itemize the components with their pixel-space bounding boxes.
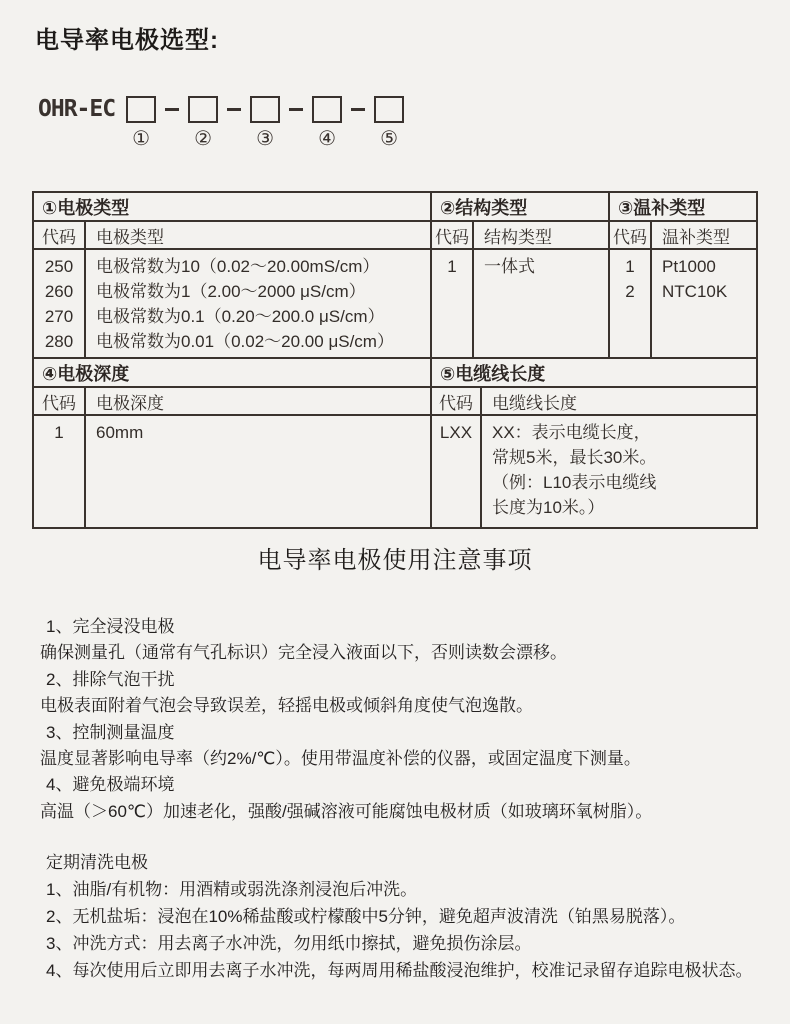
- usage-notes: [0, 614, 790, 825]
- table-subheader: [34, 388, 430, 416]
- column-header-name: 结构类型: [484, 227, 552, 247]
- model-code-box: [374, 96, 404, 123]
- page-title: 电导率电极选型:: [35, 27, 219, 54]
- cleaning-item: 1、油脂/有机物：用酒精或弱洗涤剂浸泡后冲洗。: [46, 880, 418, 900]
- model-prefix: OHR-EC: [38, 96, 116, 122]
- description-column: [86, 250, 430, 357]
- column-header-code: 代码: [610, 222, 652, 248]
- selection-tables: [32, 191, 758, 529]
- code-value: LXX: [439, 423, 473, 442]
- table-structure-type: [432, 191, 610, 359]
- dash-separator: [227, 108, 241, 111]
- note-heading: 4、避免极端环境: [46, 775, 175, 795]
- code-value: 1: [54, 423, 64, 442]
- row-description: 60mm: [96, 423, 144, 442]
- note-body: 确保测量孔（通常有气孔标识）完全浸入液面以下，否则读数会漂移。: [40, 643, 567, 663]
- cable-length-line: （例：L10表示电缆线: [492, 473, 657, 492]
- table-subheader: [432, 388, 756, 416]
- table-body: [610, 250, 756, 357]
- cable-length-line: XX：表示电缆长度，: [492, 423, 651, 442]
- model-code-box: [250, 96, 280, 123]
- model-code-box: [126, 96, 156, 123]
- table-body: [34, 250, 430, 357]
- table-electrode-depth: [32, 359, 432, 529]
- row-description: 电极常数为0.01（0.02～20.00 μS/cm）: [96, 332, 394, 351]
- column-header-name: 电极深度: [96, 393, 164, 413]
- code-value: 2: [625, 282, 635, 301]
- column-header-name: 温补类型: [662, 227, 730, 247]
- note-body: 温度显著影响电导率（约2%/℃）。使用带温度补偿的仪器，或固定温度下测量。: [40, 749, 641, 769]
- model-segment-3: [250, 96, 280, 150]
- column-header-name: 电缆线长度: [492, 393, 577, 413]
- code-value: 1: [447, 257, 457, 276]
- code-value: 280: [44, 332, 74, 351]
- position-label-5: ⑤: [380, 128, 399, 150]
- note-body: 高温（＞60℃）加速老化，强酸/强碱溶液可能腐蚀电极材质（如玻璃环氧树脂）。: [40, 801, 653, 821]
- table-title: ④电极深度: [34, 359, 430, 388]
- table-body: [432, 416, 756, 527]
- row-description: Pt1000: [662, 257, 716, 276]
- table-subheader: [432, 222, 608, 250]
- row-description: NTC10K: [662, 282, 728, 301]
- tables-top-row: [32, 191, 758, 359]
- document-page: [0, 27, 790, 984]
- position-label-3: ③: [256, 128, 275, 150]
- code-value: 1: [625, 257, 635, 276]
- table-temp-compensation-type: [610, 191, 758, 359]
- table-electrode-type: [32, 191, 432, 359]
- cleaning-item: 3、冲洗方式：用去离子水冲洗，勿用纸巾擦拭，避免损伤涂层。: [46, 934, 532, 954]
- code-column: [432, 250, 474, 357]
- table-subheader: [610, 222, 756, 250]
- table-cable-length: [432, 359, 758, 529]
- table-title: ③温补类型: [610, 193, 756, 222]
- model-segment-5: [374, 96, 404, 150]
- position-label-2: ②: [194, 128, 213, 150]
- column-header-code: 代码: [432, 222, 474, 248]
- table-body: [34, 416, 430, 527]
- description-column: [482, 416, 756, 527]
- row-description: 一体式: [484, 257, 535, 276]
- table-title: ②结构类型: [432, 193, 608, 222]
- code-value: 250: [44, 257, 74, 276]
- description-column: [652, 250, 756, 357]
- usage-notes-title: 电导率电极使用注意事项: [257, 547, 533, 574]
- model-segment-4: [312, 96, 342, 150]
- note-body: 电极表面附着气泡会导致误差，轻摇电极或倾斜角度使气泡逸散。: [40, 696, 533, 716]
- table-body: [432, 250, 608, 357]
- model-code-box: [188, 96, 218, 123]
- table-subheader: [34, 222, 430, 250]
- column-header-code: 代码: [34, 388, 86, 414]
- column-header-name: 电极类型: [96, 227, 164, 247]
- row-description: 电极常数为0.1（0.20～200.0 μS/cm）: [96, 307, 385, 326]
- note-heading: 3、控制测量温度: [46, 722, 175, 742]
- row-description: 电极常数为10（0.02～20.00mS/cm）: [96, 257, 380, 276]
- code-column: [610, 250, 652, 357]
- cleaning-title: 定期清洗电极: [46, 853, 148, 873]
- row-description: 电极常数为1（2.00～2000 μS/cm）: [96, 282, 366, 301]
- code-value: 260: [44, 282, 74, 301]
- table-title: ①电极类型: [34, 193, 430, 222]
- tables-bottom-row: [32, 359, 758, 529]
- cleaning-item: 2、无机盐垢：浸泡在10%稀盐酸或柠檬酸中5分钟，避免超声波清洗（铂黑易脱落）。: [46, 907, 686, 927]
- description-column: [86, 416, 430, 527]
- position-label-1: ①: [132, 128, 151, 150]
- code-column: [34, 250, 86, 357]
- code-column: [34, 416, 86, 527]
- position-label-4: ④: [318, 128, 337, 150]
- dash-separator: [351, 108, 365, 111]
- description-column: [474, 250, 608, 357]
- model-code-diagram: [38, 96, 790, 150]
- column-header-code: 代码: [432, 388, 482, 414]
- note-heading: 2、排除气泡干扰: [46, 669, 175, 689]
- model-code-box: [312, 96, 342, 123]
- code-value: 270: [44, 307, 74, 326]
- model-segment-2: [188, 96, 218, 150]
- table-title: ⑤电缆线长度: [432, 359, 756, 388]
- dash-separator: [165, 108, 179, 111]
- code-column: [432, 416, 482, 527]
- cleaning-item: 4、每次使用后立即用去离子水冲洗，每两周用稀盐酸浸泡维护，校准记录留存追踪电极状态。: [46, 961, 753, 981]
- note-heading: 1、完全浸没电极: [46, 617, 175, 636]
- model-segment-1: [126, 96, 156, 150]
- dash-separator: [289, 108, 303, 111]
- cable-length-line: 长度为10米。）: [492, 498, 605, 517]
- column-header-code: 代码: [34, 222, 86, 248]
- cleaning-section: [0, 849, 790, 984]
- cable-length-line: 常规5米，最长30米。: [492, 448, 657, 467]
